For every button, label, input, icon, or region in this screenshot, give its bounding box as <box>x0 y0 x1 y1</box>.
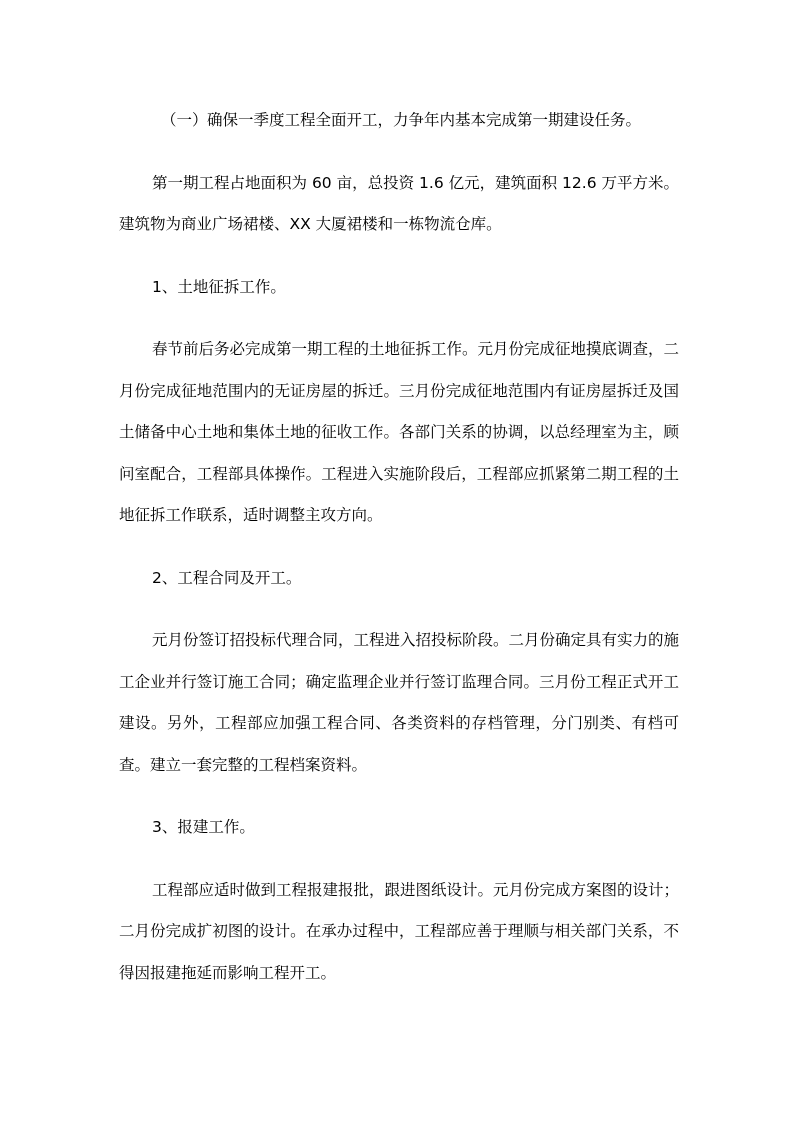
item-body-land: 春节前后务必完成第一期工程的土地征拆工作。元月份完成征地摸底调查，二月份完成征地范围内的无证房屋的拆迁。三月份完成征地范围内有证房屋拆迁及国土储备中心土地和集体土地的征收工作。各部门关系的协调，以总经理室为主，顾问室配合，工程部具体操作。工程进入实施阶段后，工程部应抓紧第二期工程的土地征拆工作联系，适时调整主攻方向。 <box>119 340 680 524</box>
paragraph-gap <box>119 537 679 558</box>
item-heading-permit: 3、报建工作。 <box>152 818 255 836</box>
intro-paragraph: 第一期工程占地面积为 60 亩，总投资 1.6 亿元，建筑面积 12.6 万平方米。建筑物为商业广场裙楼、XX 大厦裙楼和一栋物流仓库。 <box>119 173 679 233</box>
item-body-permit: 工程部应适时做到工程报建报批，跟进图纸设计。元月份完成方案图的设计；二月份完成扩初图的设计。在承办过程中，工程部应善于理顺与相关部门关系，不得因报建拖延而影响工程开工。 <box>119 880 680 982</box>
item-body-contract: 元月份签订招投标代理合同，工程进入招投标阶段。二月份确定具有实力的施工企业并行签订施工合同；确定监理企业并行签订监理合同。三月份工程正式开工建设。另外，工程部应加强工程合同、各类资料的存档管理，分门别类、有档可查。建立一套完整的工程档案资料。 <box>119 631 680 774</box>
item-heading-contract: 2、工程合同及开工。 <box>152 568 302 587</box>
paragraph-gap <box>119 308 679 329</box>
paragraph-gap <box>119 246 679 267</box>
section-heading <box>119 100 679 142</box>
paragraph-gap <box>119 786 679 807</box>
paragraph-gap <box>119 142 679 163</box>
section-title: 确保一季度工程全面开工，力争年内基本完成第一期建设任务。 <box>207 111 642 129</box>
document-body <box>119 100 679 994</box>
item-heading-land: 1、土地征拆工作。 <box>152 277 286 296</box>
paragraph-gap <box>119 599 679 620</box>
paragraph-gap <box>119 849 679 870</box>
section-number: （一） <box>161 111 208 129</box>
